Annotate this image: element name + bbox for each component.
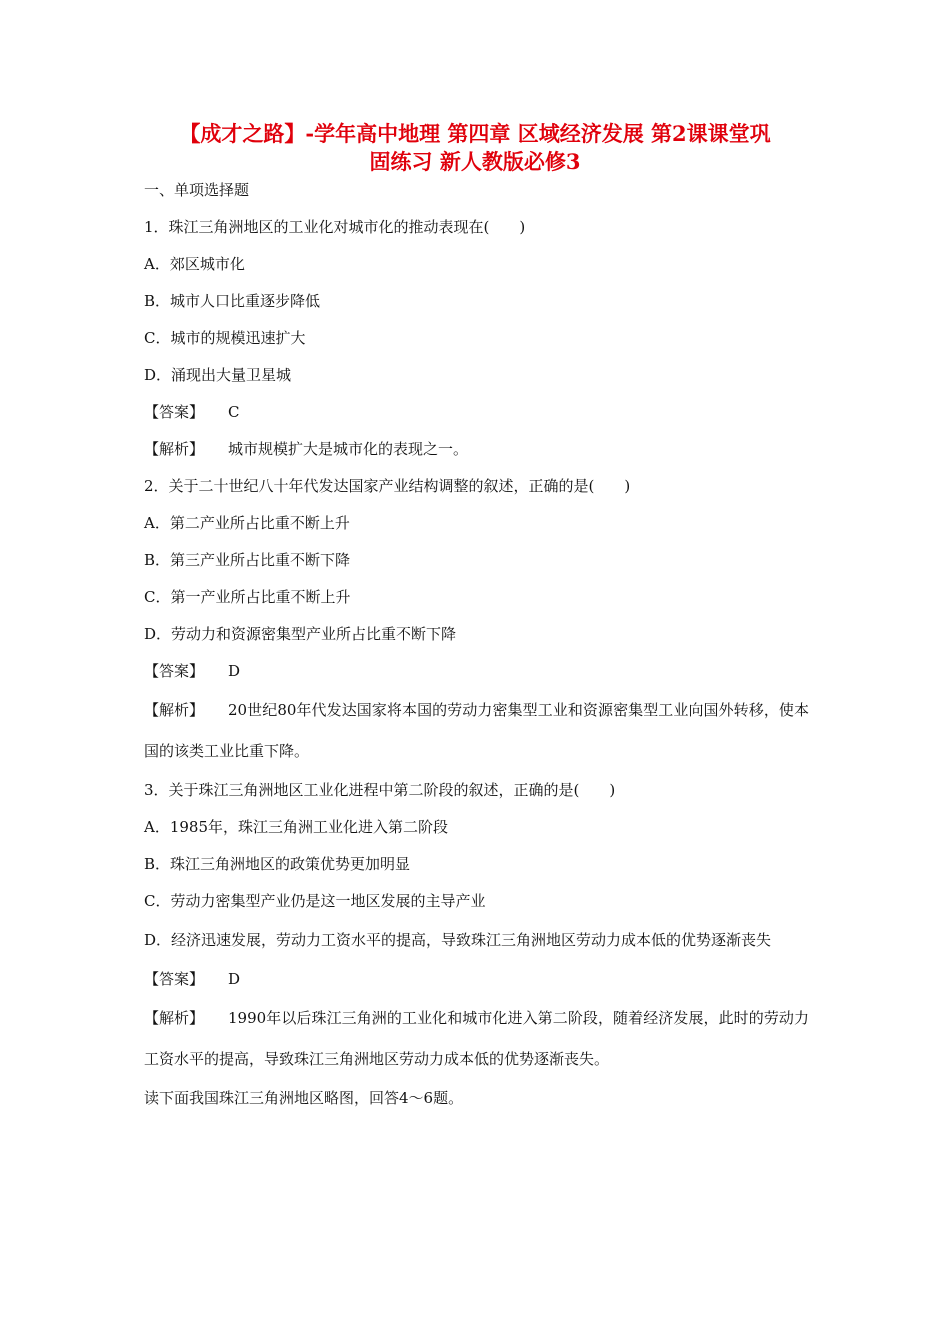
question-3-option-a: A．1985年，珠江三角洲工业化进入第二阶段 <box>144 818 449 836</box>
title-line-2: 固练习 新人教版必修3 <box>369 149 581 174</box>
document-body <box>144 172 809 1117</box>
answer-value: C <box>228 403 240 421</box>
question-1-option-c: C．城市的规模迅速扩大 <box>144 329 306 347</box>
question-1-analysis <box>144 431 809 468</box>
question-1-answer <box>144 394 809 431</box>
answer-tag: 【答案】 <box>144 662 205 680</box>
question-1-option-a: A．郊区城市化 <box>144 255 245 273</box>
question-2-analysis <box>144 690 809 772</box>
analysis-text: 1990年以后珠江三角洲的工业化和城市化进入第二阶段，随着经济发展，此时的劳动力工资水平的提高，导致珠江三角洲地区劳动力成本低的优势逐渐丧失。 <box>144 1009 809 1068</box>
answer-tag: 【答案】 <box>144 970 205 988</box>
question-1-option-d: D．涌现出大量卫星城 <box>144 366 292 384</box>
analysis-tag: 【解析】 <box>144 440 205 458</box>
question-3-answer <box>144 961 809 998</box>
question-2-option-d: D．劳动力和资源密集型产业所占比重不断下降 <box>144 625 457 643</box>
answer-value: D <box>228 970 241 988</box>
analysis-text: 城市规模扩大是城市化的表现之一。 <box>228 440 469 458</box>
title-line-1: 【成才之路】-学年高中地理 第四章 区域经济发展 第2课课堂巩 <box>179 121 771 146</box>
answer-tag: 【答案】 <box>144 403 205 421</box>
question-2-option-c: C．第一产业所占比重不断上升 <box>144 588 351 606</box>
question-2-option-b: B．第三产业所占比重不断下降 <box>144 551 351 569</box>
question-2-option-a: A．第二产业所占比重不断上升 <box>144 514 350 532</box>
analysis-tag: 【解析】 <box>144 1009 205 1027</box>
analysis-tag: 【解析】 <box>144 701 205 719</box>
question-3-option-d: D．经济迅速发展，劳动力工资水平的提高，导致珠江三角洲地区劳动力成本低的优势逐渐丧失 <box>144 931 772 949</box>
question-3-analysis <box>144 998 809 1080</box>
question-3-option-c: C．劳动力密集型产业仍是这一地区发展的主导产业 <box>144 892 486 910</box>
section-heading: 一、单项选择题 <box>144 181 250 199</box>
document-title <box>120 120 830 176</box>
question-3-option-b: B．珠江三角洲地区的政策优势更加明显 <box>144 855 411 873</box>
question-1-stem: 1．珠江三角洲地区的工业化对城市化的推动表现在( ) <box>144 218 526 236</box>
question-2-answer <box>144 653 809 690</box>
analysis-text: 20世纪80年代发达国家将本国的劳动力密集型工业和资源密集型工业向国外转移，使本国的该类工业比重下降。 <box>144 701 809 760</box>
map-reading-prompt: 读下面我国珠江三角洲地区略图，回答4～6题。 <box>144 1089 464 1107</box>
answer-value: D <box>228 662 241 680</box>
question-1-option-b: B．城市人口比重逐步降低 <box>144 292 321 310</box>
question-3-stem: 3．关于珠江三角洲地区工业化进程中第二阶段的叙述，正确的是( ) <box>144 781 616 799</box>
question-2-stem: 2．关于二十世纪八十年代发达国家产业结构调整的叙述，正确的是( ) <box>144 477 631 495</box>
